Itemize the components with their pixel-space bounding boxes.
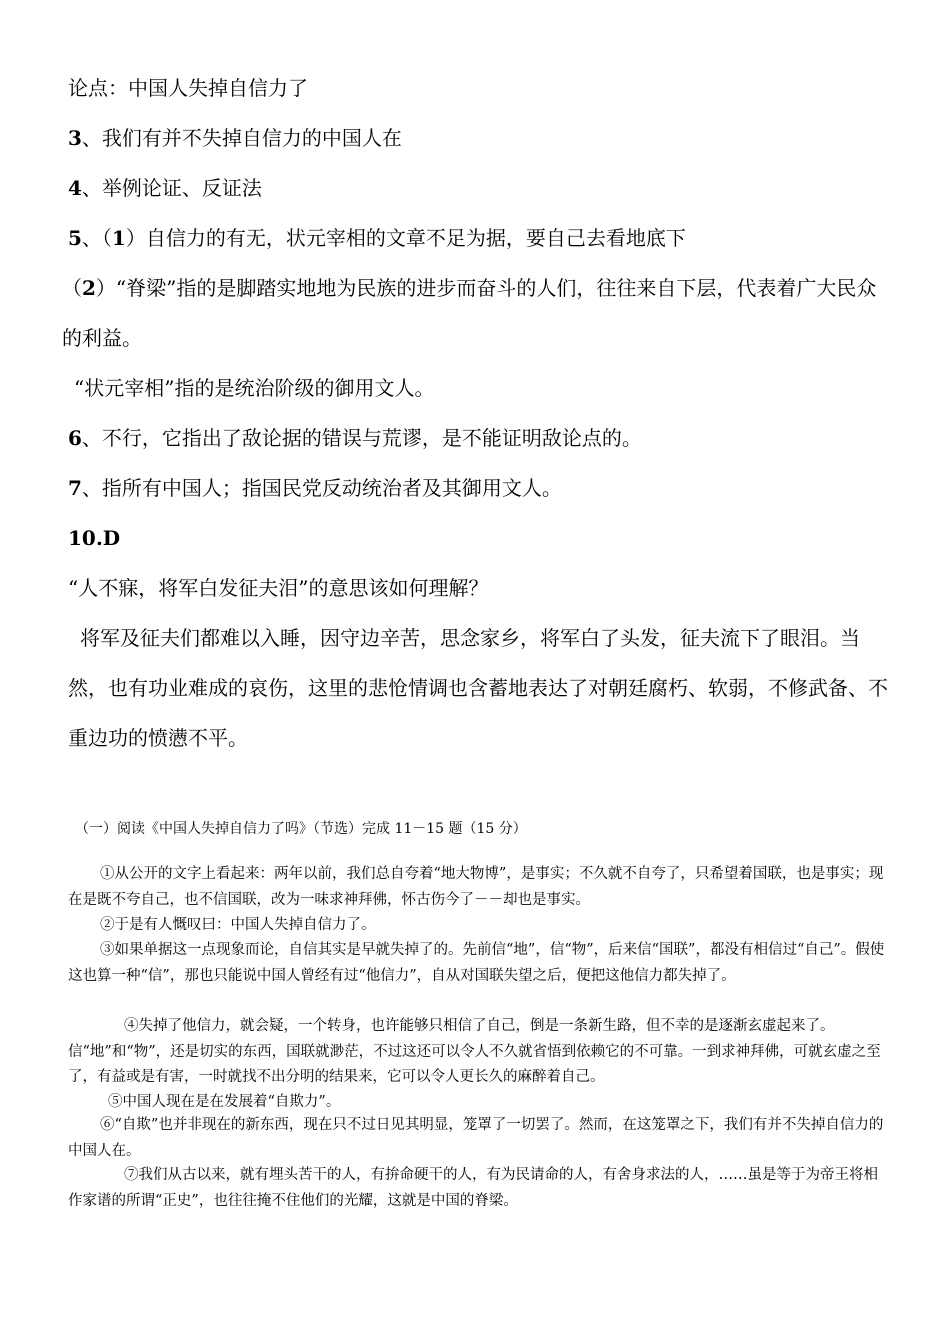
answer-4 [68,176,262,200]
answer-text: ）“脊梁”指的是脚踏实地地为民族的进步而奋斗的人们，往往来自下层，代表着广大民众的利益。 [62,276,877,350]
answer-number: 7 [68,476,82,500]
reading-para-4: ④失掉了他信力，就会疑，一个转身，也许能够只相信了自己，倒是一条新生路，但不幸的是逐渐玄虚起来了。信“地”和“物”，还是切实的东西，国联就渺茫，不过这还可以令人不久就省悟到依赖它的不可靠。一到求神拜佛，可就玄虚之至了，有益或是有害，一时就找不出分明的结果来，它可以令人更长久的麻醉着自己。 [68,1018,881,1085]
sub-number: 2 [82,276,96,300]
answer-text: 、我们有并不失掉自信力的中国人在 [81,126,402,150]
answer-5-2 [62,263,888,363]
reading-para-7: ⑦我们从古以来，就有埋头苦干的人，有拚命硬干的人，有为民请命的人，有舍身求法的人，……虽是等于为帝王将相作家谱的所谓“正史”，也往往掩不住他们的光耀，这就是中国的脊梁。 [68,1167,878,1209]
answer-text: 、（ [81,226,112,250]
answer-7 [68,476,562,500]
answer-text: ）自信力的有无，状元宰相的文章不足为据，要自己去看地底下 [125,226,686,250]
answer-text: 、举例论证、反证法 [81,176,262,200]
answer-number: 3 [68,126,82,150]
reading-para-5: ⑤中国人现在是在发展着“自欺力”。 [108,1094,341,1110]
answer-10: 10.D [68,526,121,550]
answer-3 [68,126,402,150]
reading-para-3: ③如果单据这一点现象而论，自信其实是早就失掉了的。先前信“地”，信“物”，后来信“国联”，都没有相信过“自己”。假使这也算一种“信”，那也只能说中国人曾经有过“他信力”，自从对国联失望之后，便把这他信力都失掉了。 [68,942,885,984]
answer-text: （ [62,276,82,300]
reading-para-6: ⑥“自欺”也并非现在的新东西，现在只不过日见其明显，笼罩了一切罢了。然而，在这笼罩之下，我们有并不失掉自信力的中国人在。 [68,1117,884,1159]
sub-number: 1 [111,226,126,250]
answer-number: 4 [68,176,82,200]
reading-para-2: ②于是有人慨叹曰：中国人失掉自信力了。 [100,917,376,933]
poem-question: “人不寐，将军白发征夫泪”的意思该如何理解？ [68,576,489,600]
answer-text: 、指所有中国人；指国民党反动统治者及其御用文人。 [81,476,562,500]
answer-6 [68,426,642,450]
reading-para-1: ①从公开的文字上看起来：两年以前，我们总自夸着“地大物博”，是事实；不久就不自夸了，只希望着国联，也是事实；现在是既不夸自己，也不信国联，改为一味求神拜佛，怀古伤今了－－却也是事实。 [68,866,884,908]
answer-number: 5 [68,226,82,250]
answer-number: 6 [68,426,82,450]
answer-text: 、不行，它指出了敌论据的错误与荒谬，是不能证明敌论点的。 [81,426,642,450]
answer-5-3: “状元宰相”指的是统治阶级的御用文人。 [74,376,435,400]
poem-answer: 将军及征夫们都难以入睡，因守边辛苦，思念家乡，将军白了头发，征夫流下了眼泪。当然，也有功业难成的哀伤，这里的悲怆情调也含蓄地表达了对朝廷腐朽、软弱，不修武备、不重边功的愤懑不平。 [68,626,888,750]
answer-thesis: 论点：中国人失掉自信力了 [68,76,308,100]
answer-5-1 [68,226,686,250]
reading-header: （一）阅读《中国人失掉自信力了吗》（节选）完成 11－15 题（15 分） [75,821,527,837]
